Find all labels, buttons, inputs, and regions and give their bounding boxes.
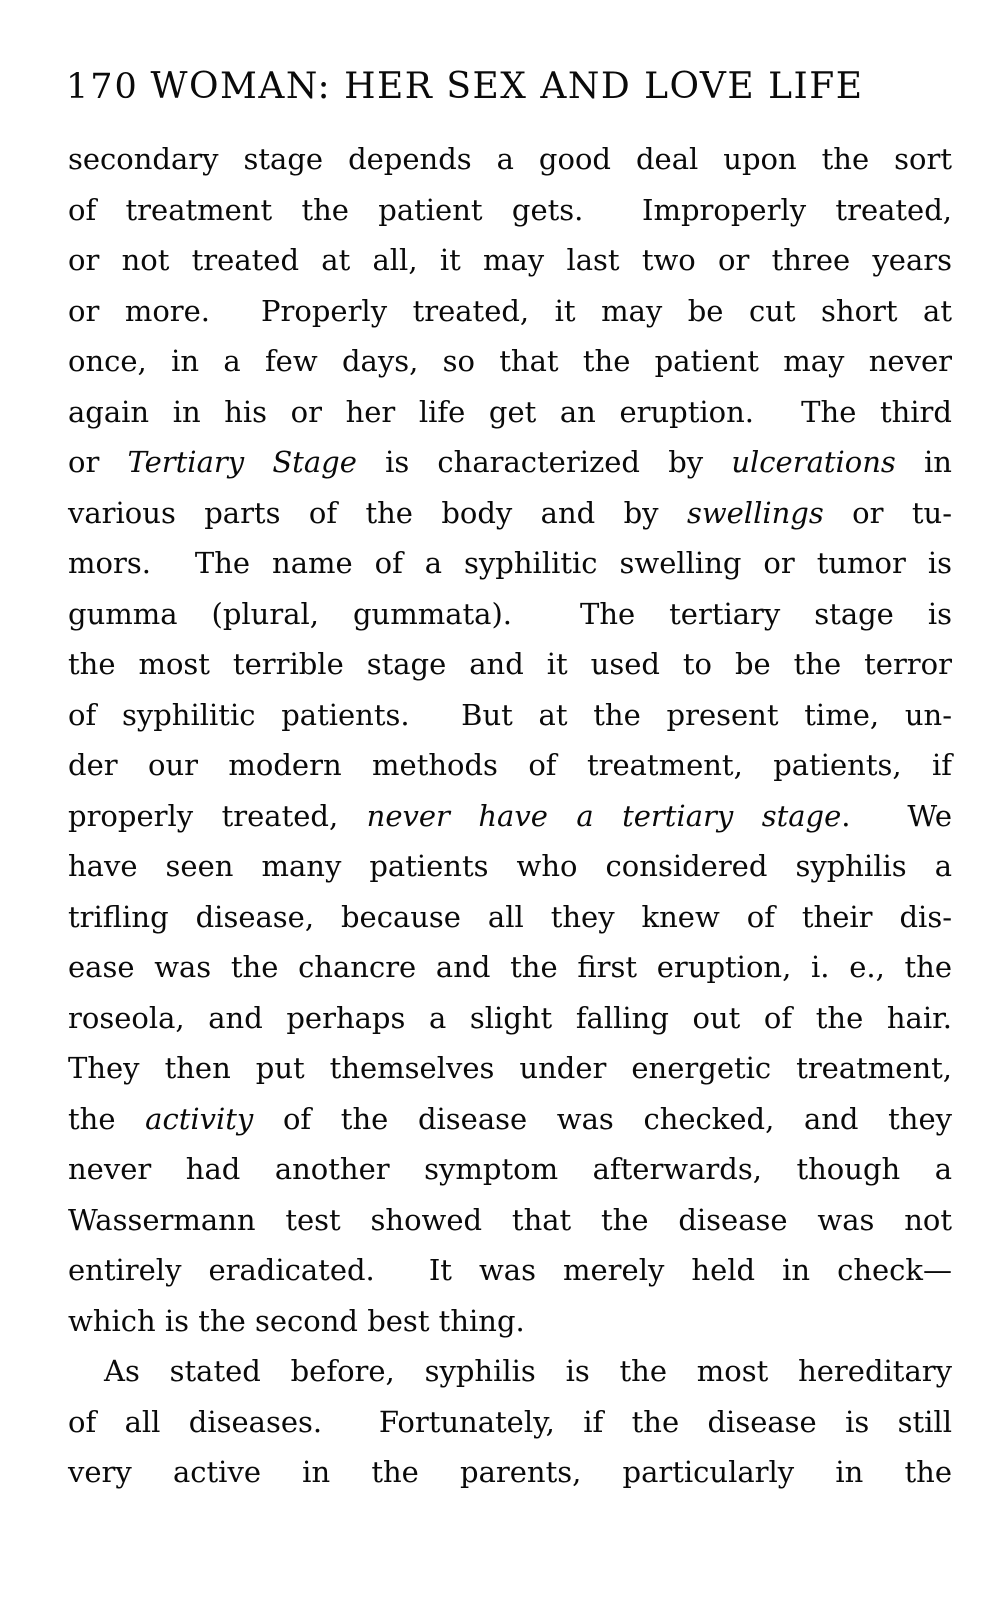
text-line (68, 841, 952, 892)
italic-text-segment: activity (145, 1101, 254, 1136)
text-segment: never had another symptom afterwards, though a (68, 1152, 952, 1186)
text-segment: have seen many patients who considered syphilis a (68, 849, 952, 883)
text-line (68, 740, 952, 791)
text-line (68, 942, 952, 993)
text-line (68, 1447, 952, 1498)
text-segment: roseola, and perhaps a slight falling out of the hair. (68, 1000, 952, 1035)
text-segment: once, in a few days, so that the patient may never (68, 344, 952, 378)
text-line (68, 1094, 952, 1145)
text-segment: or not treated at all, it may last two or three years (68, 243, 952, 277)
text-line (68, 791, 952, 842)
text-line (68, 589, 952, 640)
italic-text-segment: never have a tertiary stage (366, 798, 842, 833)
text-segment: . We (841, 798, 953, 833)
text-segment: or (68, 445, 128, 479)
italic-text-segment: swellings (686, 495, 824, 530)
text-line (68, 235, 952, 286)
text-line (68, 993, 952, 1044)
text-line (68, 134, 952, 185)
text-line (68, 1346, 952, 1397)
italic-text-segment: ulcerations (731, 445, 896, 479)
text-line (68, 185, 952, 236)
text-line (68, 690, 952, 741)
text-line (68, 1296, 952, 1347)
text-segment: Wassermann test showed that the disease was not (68, 1202, 952, 1237)
text-segment: trifling disease, because all they knew of their dis- (68, 899, 952, 934)
text-segment: of syphilitic patients. But at the present time, un- (68, 697, 952, 732)
text-segment: of the disease was checked, and they (253, 1101, 952, 1136)
running-header (66, 64, 948, 110)
text-segment: gumma (plural, gummata). The tertiary stage is (68, 596, 952, 631)
text-segment: or tu- (823, 495, 952, 530)
text-line (68, 488, 952, 539)
text-segment: ease was the chancre and the first eruption, i. e., the (68, 950, 952, 984)
text-segment: of treatment the patient gets. Improperly treated, (68, 192, 952, 227)
text-segment: the most terrible stage and it used to be the terror (68, 647, 952, 681)
paragraph (68, 134, 952, 1346)
text-line (68, 286, 952, 337)
text-line (68, 336, 952, 387)
running-header-title: WOMAN: HER SEX AND LOVE LIFE (150, 66, 864, 107)
text-line (68, 387, 952, 438)
text-line (68, 1397, 952, 1448)
paragraph (68, 1346, 952, 1498)
text-segment: is characterized by (356, 445, 732, 479)
text-segment: or more. Properly treated, it may be cut short at (68, 293, 952, 328)
text-segment: which is the second best thing. (68, 1303, 525, 1338)
italic-text-segment: Tertiary Stage (127, 445, 357, 479)
text-line (68, 538, 952, 589)
text-segment: As stated before, syphilis is the most hereditary (104, 1354, 952, 1388)
text-segment: in (895, 445, 952, 479)
text-line (68, 1043, 952, 1094)
text-line (68, 1195, 952, 1246)
page-number: 170 (66, 67, 139, 107)
text-segment: very active in the parents, particularly in the (68, 1455, 952, 1489)
text-line (68, 892, 952, 943)
text-segment: mors. The name of a syphilitic swelling or tumor is (68, 546, 952, 580)
text-segment: entirely eradicated. It was merely held in check— (68, 1253, 952, 1287)
text-line (68, 639, 952, 690)
text-segment: properly treated, (68, 798, 367, 833)
text-line (68, 1144, 952, 1195)
text-segment: again in his or her life get an eruption. The third (68, 394, 952, 429)
text-segment: various parts of the body and by (68, 495, 687, 530)
text-segment: They then put themselves under energetic treatment, (68, 1051, 952, 1085)
text-segment: secondary stage depends a good deal upon the sort (68, 142, 952, 176)
text-segment: der our modern methods of treatment, patients, if (68, 748, 952, 782)
text-line (68, 437, 952, 488)
page-body-text (68, 134, 952, 1498)
text-segment: of all diseases. Fortunately, if the disease is still (68, 1404, 952, 1439)
text-segment: the (68, 1101, 146, 1136)
text-line (68, 1245, 952, 1296)
